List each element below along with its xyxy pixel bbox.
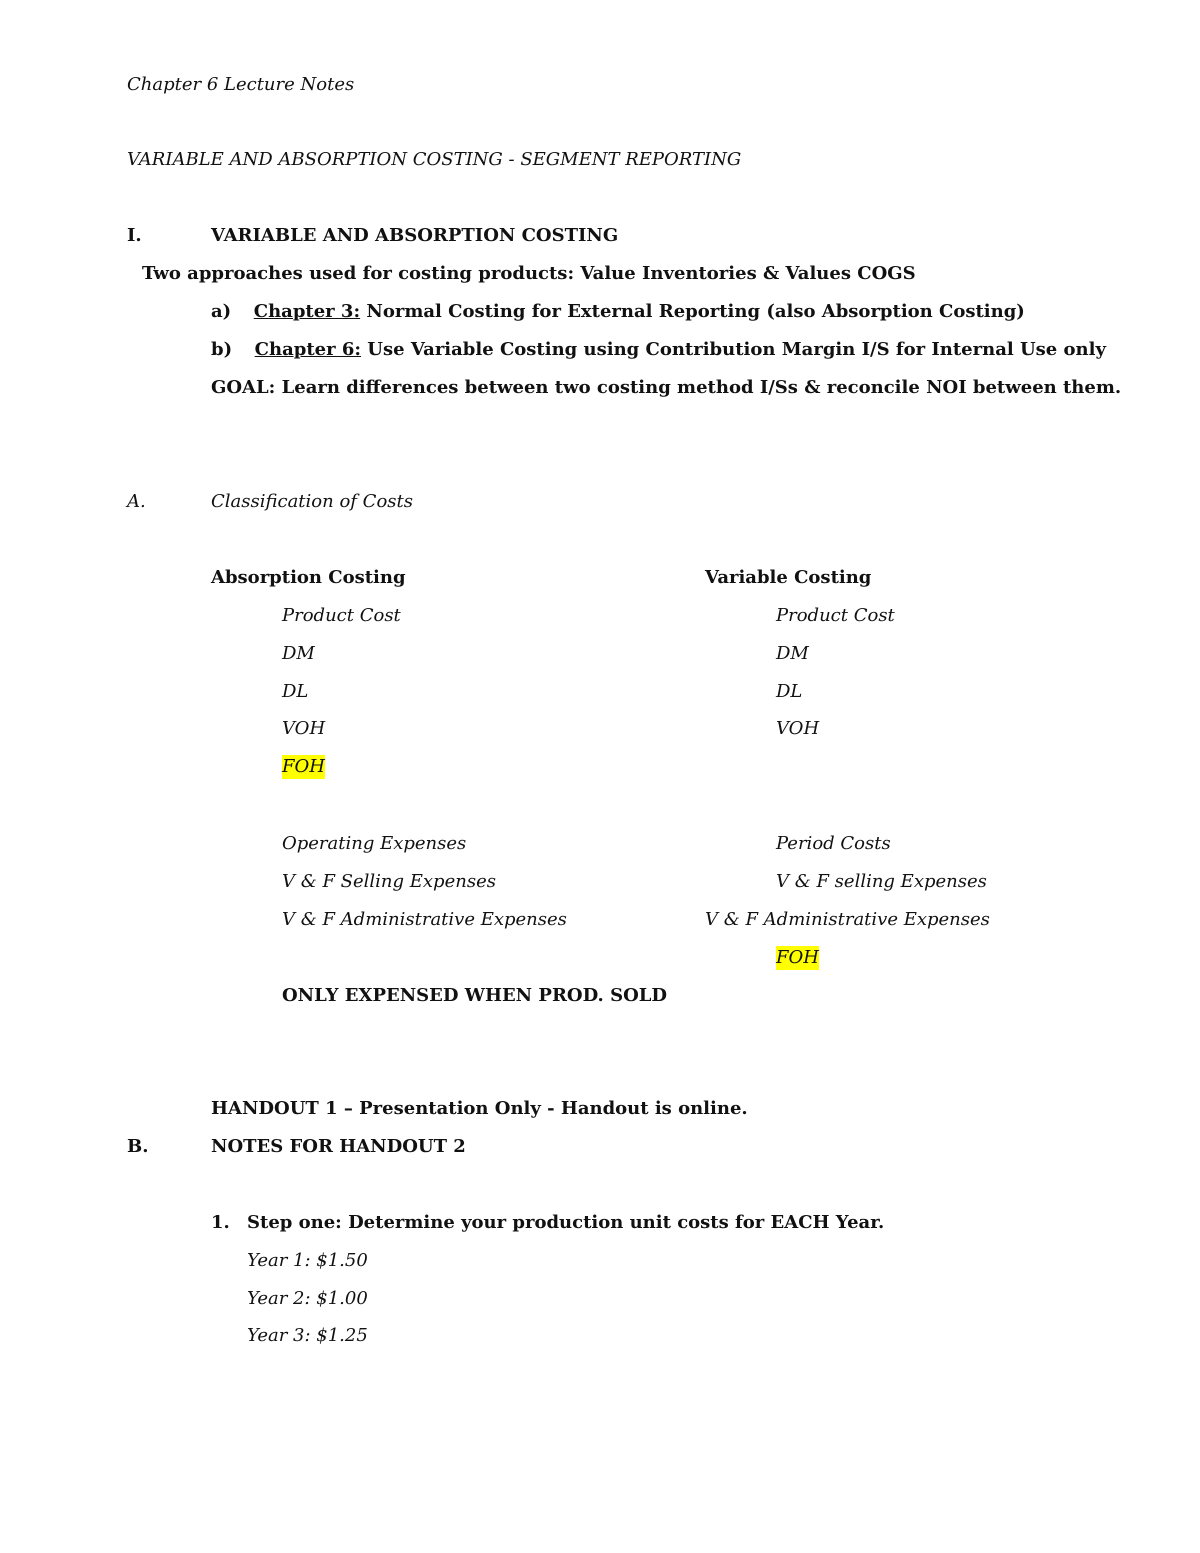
section-heading: VARIABLE AND ABSORPTION COSTING bbox=[211, 225, 619, 246]
absorption-admin-expenses: V & F Administrative Expenses bbox=[282, 909, 567, 930]
intro-text: Two approaches used for costing products: Value Inventories & Values COGS bbox=[142, 263, 916, 284]
expensed-note: ONLY EXPENSED WHEN PROD. SOLD bbox=[282, 985, 668, 1006]
variable-costing-heading: Variable Costing bbox=[705, 567, 872, 588]
section-numeral: I. bbox=[127, 225, 142, 246]
step-marker: 1. bbox=[211, 1212, 230, 1233]
list-marker: a) bbox=[211, 301, 232, 322]
goal-text: GOAL: Learn differences between two costing method I/Ss & reconcile NOI between them. bbox=[211, 377, 1122, 398]
absorption-item-foh-highlight: FOH bbox=[282, 756, 325, 777]
absorption-product-cost: Product Cost bbox=[282, 605, 401, 626]
year-3-cost: Year 3: $1.25 bbox=[247, 1325, 368, 1346]
document-title: Chapter 6 Lecture Notes bbox=[127, 74, 355, 95]
variable-item-dl: DL bbox=[776, 681, 803, 702]
absorption-selling-expenses: V & F Selling Expenses bbox=[282, 871, 496, 892]
variable-product-cost: Product Cost bbox=[776, 605, 895, 626]
variable-foh-highlight: FOH bbox=[776, 947, 819, 968]
year-2-cost: Year 2: $1.00 bbox=[247, 1288, 368, 1309]
operating-expenses-heading: Operating Expenses bbox=[282, 833, 467, 854]
absorption-item-dm: DM bbox=[282, 643, 315, 664]
list-item-text: Use Variable Costing using Contribution Margin I/S for Internal Use only bbox=[361, 339, 1106, 360]
subsection-letter: A. bbox=[127, 491, 146, 512]
list-marker: b) bbox=[211, 339, 233, 360]
list-item-text: Normal Costing for External Reporting (also Absorption Costing) bbox=[360, 301, 1025, 322]
chapter-6-reference: Chapter 6: bbox=[254, 339, 362, 360]
list-item bbox=[211, 338, 1106, 362]
document-subtitle: VARIABLE AND ABSORPTION COSTING - SEGMENT REPORTING bbox=[127, 149, 742, 170]
list-item bbox=[211, 300, 1025, 324]
variable-selling-expenses: V & F selling Expenses bbox=[776, 871, 987, 892]
subsection-heading: Classification of Costs bbox=[211, 491, 413, 512]
period-costs-heading: Period Costs bbox=[776, 833, 891, 854]
subsection-heading: NOTES FOR HANDOUT 2 bbox=[211, 1136, 466, 1157]
handout-1-note: HANDOUT 1 – Presentation Only - Handout is online. bbox=[211, 1098, 748, 1119]
absorption-item-voh: VOH bbox=[282, 718, 326, 739]
absorption-item-dl: DL bbox=[282, 681, 309, 702]
subsection-letter: B. bbox=[127, 1136, 149, 1157]
step-one-text: Step one: Determine your production unit costs for EACH Year. bbox=[247, 1212, 885, 1233]
variable-admin-expenses: V & F Administrative Expenses bbox=[705, 909, 990, 930]
absorption-costing-heading: Absorption Costing bbox=[211, 567, 406, 588]
variable-item-dm: DM bbox=[776, 643, 809, 664]
variable-item-voh: VOH bbox=[776, 718, 820, 739]
chapter-3-reference: Chapter 3: bbox=[253, 301, 361, 322]
year-1-cost: Year 1: $1.50 bbox=[247, 1250, 368, 1271]
